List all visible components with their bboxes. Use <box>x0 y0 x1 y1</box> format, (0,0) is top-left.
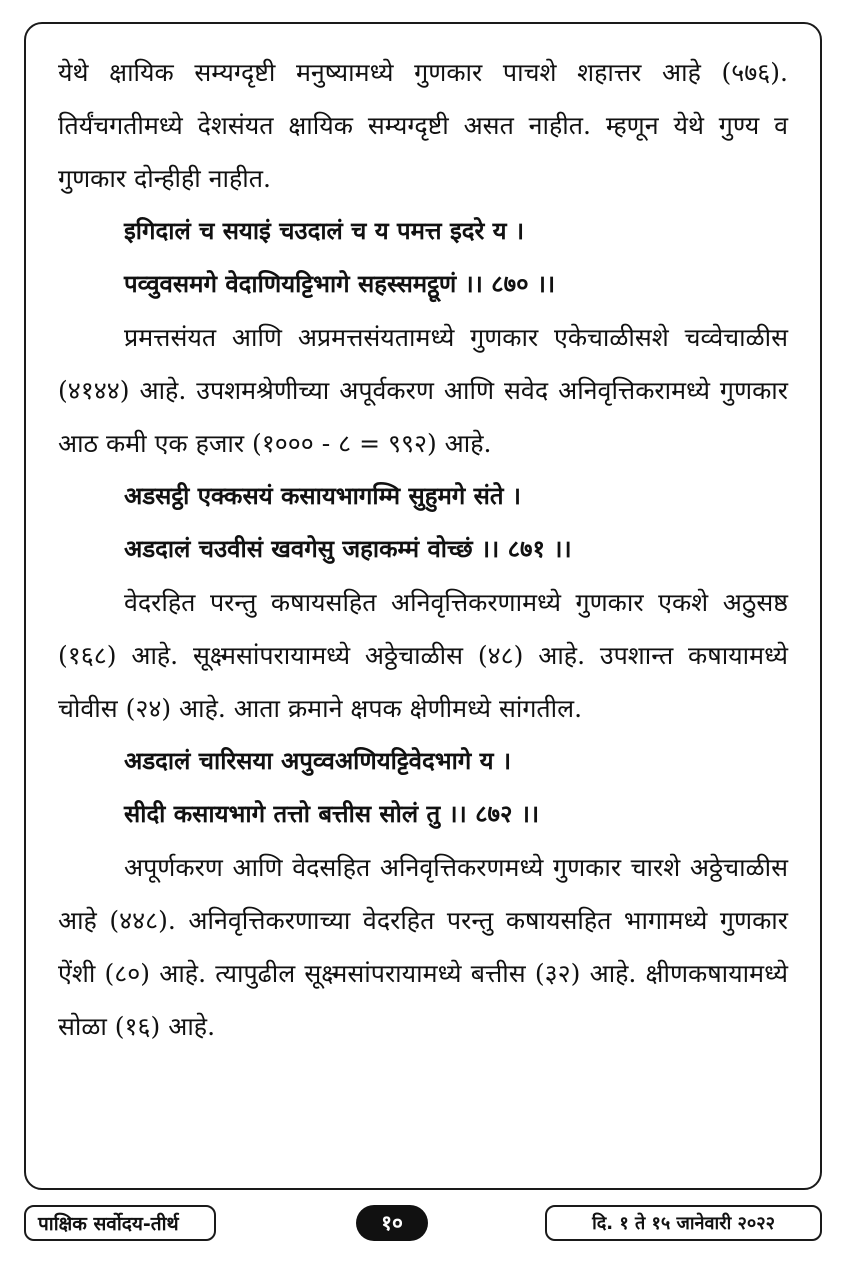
verse-872-line-1: अडदालं चारिसया अपुव्वअणियट्टिवेदभागे य । <box>124 747 512 775</box>
verse-870-line-1: इगिदालं च सयाइं चउदालं च य पमत्त इदरे य । <box>124 217 525 245</box>
verse-871-line-2: अडदालं चउवीसं खवगेसु जहाकम्मं वोच्छं ।। ८७१ ।। <box>124 535 572 563</box>
publication-name: पाक्षिक सर्वोदय-तीर्थ <box>24 1205 216 1241</box>
paragraph-1: येथे क्षायिक सम्यग्दृष्टी मनुष्यामध्ये गुणकार पाचशे शहात्तर आहे (५७६). तिर्यंचगतीमध्ये देशसंयत क्षायिक सम्यग्दृष्टी असत नाहीत. म्हणून येथे गुण्य व गुणकार दोन्हीही नाहीत. <box>58 58 788 193</box>
verse-870-line-2: पव्वुवसमगे वेदाणियट्टिभागे सहस्समट्ठूणं ।। ८७० ।। <box>124 270 556 298</box>
paragraph-4: अपूर्णकरण आणि वेदसहित अनिवृत्तिकरणमध्ये गुणकार चारशे अठ्ठेचाळीस आहे (४४८). अनिवृत्तिकरणाच्या वेदरहित परन्तु कषायसहित भागामध्ये गुणकार ऐंशी (८०) आहे. त्यापुढील सूक्ष्मसांपरायामध्ये बत्तीस (३२) आहे. क्षीणकषायामध्ये सोळा (१६) आहे. <box>58 853 788 1041</box>
verse-871-line-1: अडसट्ठी एक्कसयं कसायभागम्मि सुहुमगे संते । <box>124 482 522 510</box>
page-content-frame <box>24 22 822 1190</box>
page-footer <box>0 1205 850 1243</box>
paragraph-3: वेदरहित परन्तु कषायसहित अनिवृत्तिकरणामध्ये गुणकार एकशे अठुसष्ठ (१६८) आहे. सूक्ष्मसांपरायामध्ये अठ्ठेचाळीस (४८) आहे. उपशान्त कषायामध्ये चोवीस (२४) आहे. आता क्रमाने क्षपक क्षेणीमध्ये सांगतील. <box>58 588 788 723</box>
page-number-badge: १० <box>356 1205 428 1241</box>
issue-date: दि. १ ते १५ जानेवारी २०२२ <box>545 1205 822 1241</box>
verse-872-line-2: सीदी कसायभागे तत्तो बत्तीस सोलं तु ।। ८७२ ।। <box>124 800 540 828</box>
paragraph-2: प्रमत्तसंयत आणि अप्रमत्तसंयतामध्ये गुणकार एकेचाळीसशे चव्वेचाळीस (४१४४) आहे. उपशमश्रेणीच्या अपूर्वकरण आणि सवेद अनिवृत्तिकरामध्ये गुणकार आठ कमी एक हजार (१००० - ८ = ९९२) आहे. <box>58 323 788 458</box>
